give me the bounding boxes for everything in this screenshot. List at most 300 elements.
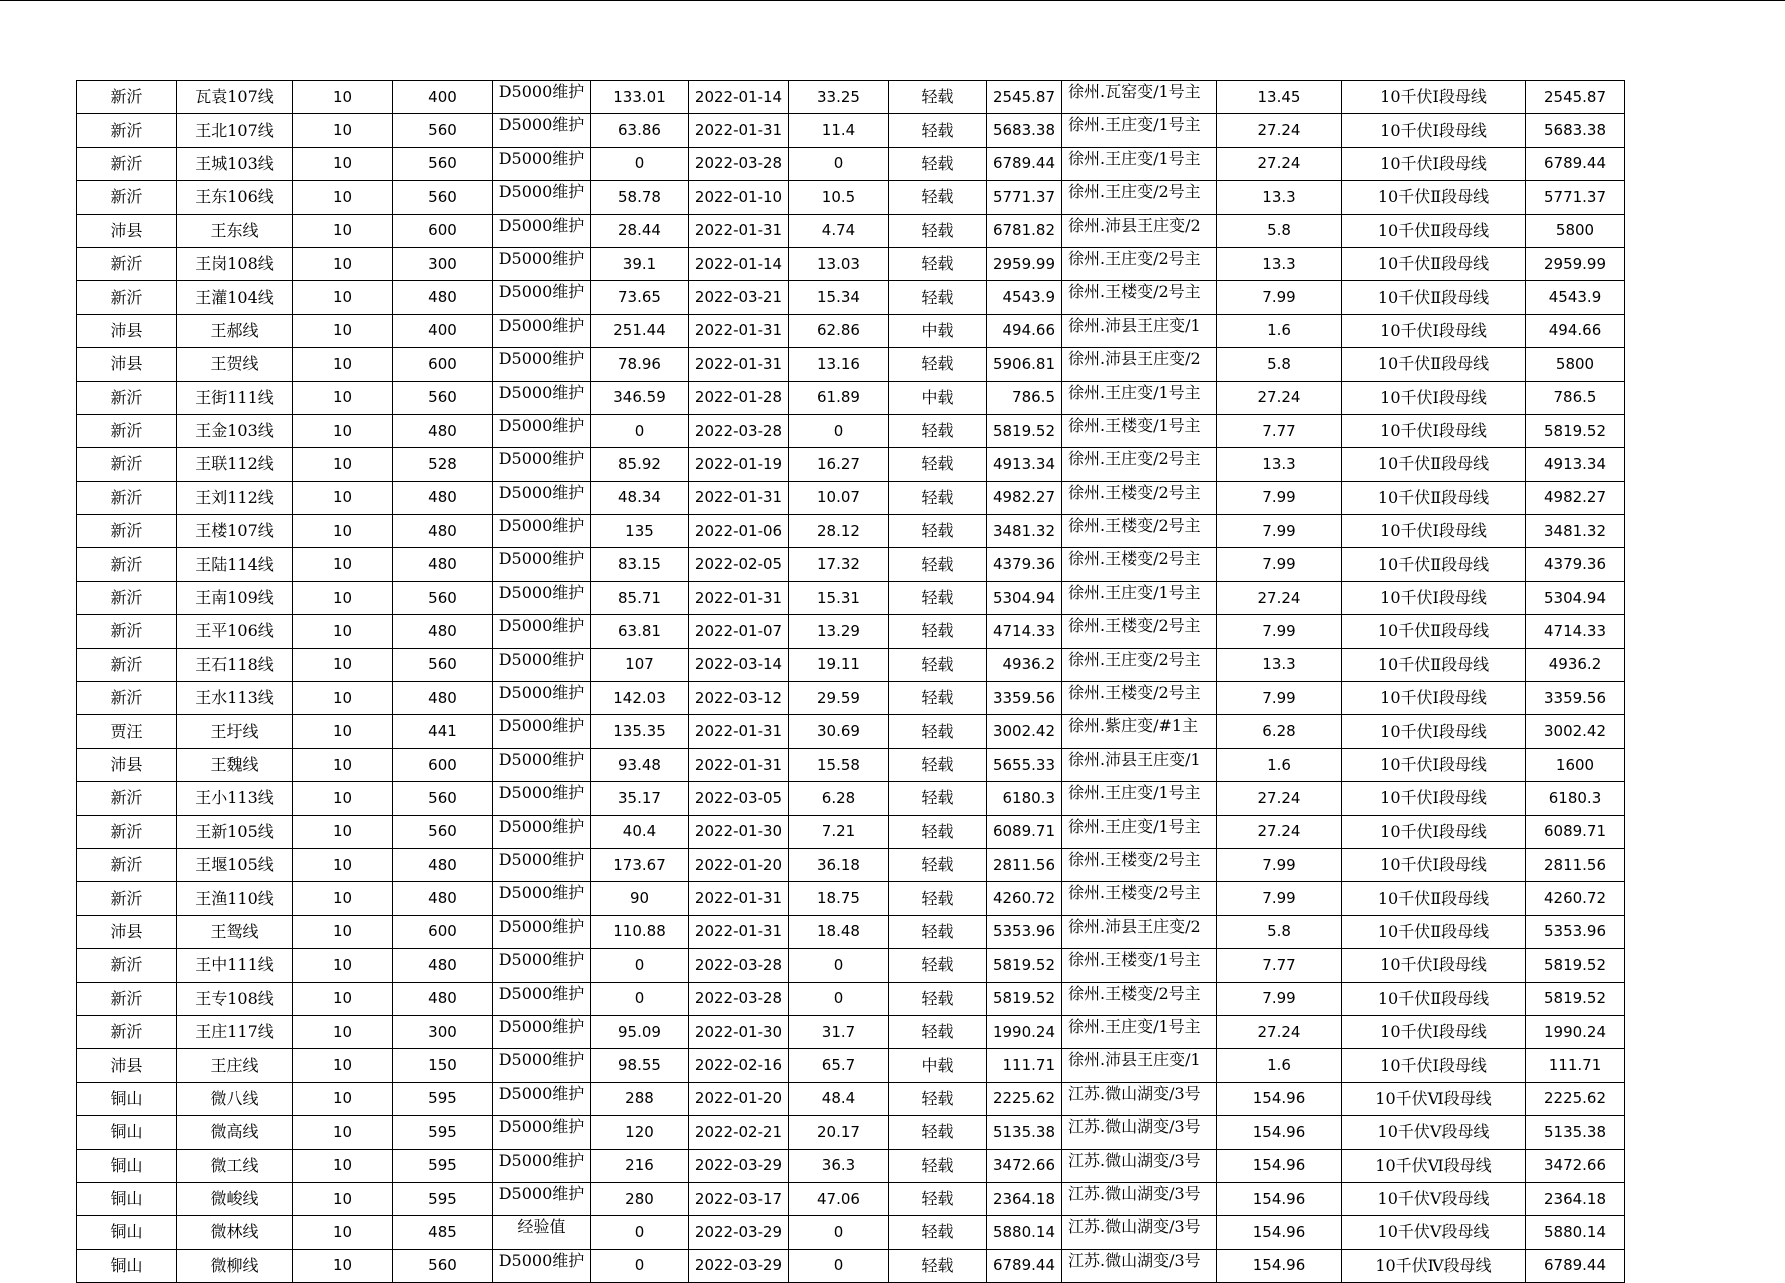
load-rate-cell: 11.4	[789, 114, 889, 147]
load-status-cell: 轻载	[889, 548, 987, 581]
capacity-cell: 5683.38	[1526, 114, 1625, 147]
load-rate-cell: 0	[789, 147, 889, 180]
table-row	[77, 682, 1625, 715]
available-capacity-cell: 3002.42	[987, 715, 1062, 748]
transformer-value-cell: 27.24	[1217, 147, 1342, 180]
voltage-cell: 10	[293, 682, 393, 715]
load-rate-cell: 6.28	[789, 782, 889, 815]
source-method-cell: D5000维护	[493, 548, 591, 581]
capacity-cell: 4260.72	[1526, 882, 1625, 915]
transformer-cell: 徐州.王楼变/2号主	[1062, 515, 1217, 548]
max-current-cell: 63.86	[591, 114, 689, 147]
load-status-cell: 中载	[889, 314, 987, 347]
capacity-cell: 5353.96	[1526, 915, 1625, 948]
rated-current-cell: 480	[393, 982, 493, 1015]
load-rate-cell: 0	[789, 1249, 889, 1282]
busbar-cell: 10千伏Ⅰ段母线	[1342, 848, 1526, 881]
busbar-cell: 10千伏Ⅱ段母线	[1342, 982, 1526, 1015]
line-name-cell: 微八线	[177, 1082, 293, 1115]
transformer-cell: 徐州.王庄变/1号主	[1062, 815, 1217, 848]
max-current-cell: 85.92	[591, 448, 689, 481]
table-row	[77, 515, 1625, 548]
transformer-value-cell: 154.96	[1217, 1116, 1342, 1149]
transformer-value-cell: 7.99	[1217, 682, 1342, 715]
busbar-cell: 10千伏Ⅰ段母线	[1342, 949, 1526, 982]
load-rate-cell: 30.69	[789, 715, 889, 748]
source-method-cell: D5000维护	[493, 715, 591, 748]
busbar-cell: 10千伏Ⅱ段母线	[1342, 281, 1526, 314]
region-cell: 新沂	[77, 381, 177, 414]
capacity-cell: 5819.52	[1526, 949, 1625, 982]
date-cell: 2022-01-20	[689, 1082, 789, 1115]
source-method-cell: D5000维护	[493, 1182, 591, 1215]
table-row	[77, 1116, 1625, 1149]
date-cell: 2022-01-31	[689, 715, 789, 748]
region-cell: 新沂	[77, 815, 177, 848]
load-status-cell: 轻载	[889, 515, 987, 548]
busbar-cell: 10千伏Ⅰ段母线	[1342, 748, 1526, 781]
source-method-cell: D5000维护	[493, 648, 591, 681]
table-row	[77, 481, 1625, 514]
max-current-cell: 107	[591, 648, 689, 681]
busbar-cell: 10千伏Ⅱ段母线	[1342, 348, 1526, 381]
transformer-cell: 徐州.王庄变/2号主	[1062, 448, 1217, 481]
transformer-value-cell: 1.6	[1217, 314, 1342, 347]
available-capacity-cell: 2811.56	[987, 848, 1062, 881]
rated-current-cell: 480	[393, 515, 493, 548]
capacity-cell: 2225.62	[1526, 1082, 1625, 1115]
rated-current-cell: 300	[393, 247, 493, 280]
available-capacity-cell: 4379.36	[987, 548, 1062, 581]
voltage-cell: 10	[293, 648, 393, 681]
capacity-cell: 6180.3	[1526, 782, 1625, 815]
rated-current-cell: 595	[393, 1082, 493, 1115]
voltage-cell: 10	[293, 381, 393, 414]
line-name-cell: 王魏线	[177, 748, 293, 781]
table-row	[77, 1182, 1625, 1215]
transformer-value-cell: 27.24	[1217, 581, 1342, 614]
capacity-cell: 4379.36	[1526, 548, 1625, 581]
load-status-cell: 轻载	[889, 682, 987, 715]
source-method-cell: D5000维护	[493, 247, 591, 280]
region-cell: 新沂	[77, 247, 177, 280]
load-rate-cell: 13.03	[789, 247, 889, 280]
transformer-value-cell: 13.3	[1217, 448, 1342, 481]
load-status-cell: 轻载	[889, 1082, 987, 1115]
source-method-cell: D5000维护	[493, 314, 591, 347]
transformer-value-cell: 154.96	[1217, 1249, 1342, 1282]
voltage-cell: 10	[293, 715, 393, 748]
load-status-cell: 轻载	[889, 748, 987, 781]
load-rate-cell: 4.74	[789, 214, 889, 247]
table-row	[77, 414, 1625, 447]
rated-current-cell: 560	[393, 147, 493, 180]
table-row	[77, 748, 1625, 781]
busbar-cell: 10千伏Ⅵ段母线	[1342, 1082, 1526, 1115]
busbar-cell: 10千伏Ⅱ段母线	[1342, 882, 1526, 915]
line-name-cell: 王中111线	[177, 949, 293, 982]
load-status-cell: 轻载	[889, 481, 987, 514]
table-row	[77, 448, 1625, 481]
capacity-cell: 3472.66	[1526, 1149, 1625, 1182]
region-cell: 新沂	[77, 114, 177, 147]
available-capacity-cell: 5906.81	[987, 348, 1062, 381]
load-rate-cell: 0	[789, 1216, 889, 1249]
capacity-cell: 2364.18	[1526, 1182, 1625, 1215]
region-cell: 铜山	[77, 1116, 177, 1149]
transformer-value-cell: 5.8	[1217, 214, 1342, 247]
source-method-cell: D5000维护	[493, 882, 591, 915]
rated-current-cell: 480	[393, 848, 493, 881]
date-cell: 2022-01-31	[689, 481, 789, 514]
load-rate-cell: 0	[789, 982, 889, 1015]
available-capacity-cell: 3472.66	[987, 1149, 1062, 1182]
line-name-cell: 王东线	[177, 214, 293, 247]
transformer-value-cell: 7.99	[1217, 481, 1342, 514]
date-cell: 2022-01-31	[689, 581, 789, 614]
line-name-cell: 王堰105线	[177, 848, 293, 881]
source-method-cell: D5000维护	[493, 982, 591, 1015]
date-cell: 2022-01-14	[689, 81, 789, 114]
capacity-cell: 5800	[1526, 214, 1625, 247]
transformer-value-cell: 27.24	[1217, 381, 1342, 414]
voltage-cell: 10	[293, 1149, 393, 1182]
table-row	[77, 214, 1625, 247]
load-rate-cell: 10.07	[789, 481, 889, 514]
transformer-value-cell: 13.3	[1217, 648, 1342, 681]
available-capacity-cell: 6781.82	[987, 214, 1062, 247]
voltage-cell: 10	[293, 348, 393, 381]
load-rate-cell: 28.12	[789, 515, 889, 548]
line-name-cell: 瓦袁107线	[177, 81, 293, 114]
transformer-value-cell: 1.6	[1217, 748, 1342, 781]
line-name-cell: 微柳线	[177, 1249, 293, 1282]
region-cell: 新沂	[77, 848, 177, 881]
source-method-cell: D5000维护	[493, 1015, 591, 1048]
load-rate-cell: 65.7	[789, 1049, 889, 1082]
load-status-cell: 轻载	[889, 1015, 987, 1048]
transformer-value-cell: 27.24	[1217, 782, 1342, 815]
date-cell: 2022-01-20	[689, 848, 789, 881]
source-method-cell: D5000维护	[493, 782, 591, 815]
busbar-cell: 10千伏Ⅰ段母线	[1342, 1015, 1526, 1048]
region-cell: 新沂	[77, 982, 177, 1015]
date-cell: 2022-03-28	[689, 949, 789, 982]
load-rate-cell: 0	[789, 414, 889, 447]
line-name-cell: 王刘112线	[177, 481, 293, 514]
transformer-cell: 徐州.瓦窑变/1号主	[1062, 81, 1217, 114]
available-capacity-cell: 5683.38	[987, 114, 1062, 147]
capacity-cell: 786.5	[1526, 381, 1625, 414]
available-capacity-cell: 5135.38	[987, 1116, 1062, 1149]
region-cell: 新沂	[77, 581, 177, 614]
busbar-cell: 10千伏Ⅰ段母线	[1342, 682, 1526, 715]
line-name-cell: 王陆114线	[177, 548, 293, 581]
max-current-cell: 142.03	[591, 682, 689, 715]
transformer-cell: 徐州.王庄变/1号主	[1062, 381, 1217, 414]
load-rate-cell: 31.7	[789, 1015, 889, 1048]
load-rate-cell: 7.21	[789, 815, 889, 848]
max-current-cell: 0	[591, 147, 689, 180]
source-method-cell: D5000维护	[493, 414, 591, 447]
busbar-cell: 10千伏Ⅱ段母线	[1342, 247, 1526, 280]
load-status-cell: 轻载	[889, 949, 987, 982]
load-status-cell: 轻载	[889, 448, 987, 481]
available-capacity-cell: 6789.44	[987, 1249, 1062, 1282]
load-rate-cell: 0	[789, 949, 889, 982]
max-current-cell: 40.4	[591, 815, 689, 848]
voltage-cell: 10	[293, 181, 393, 214]
transformer-cell: 徐州.紫庄变/#1主	[1062, 715, 1217, 748]
transformer-value-cell: 27.24	[1217, 114, 1342, 147]
busbar-cell: 10千伏Ⅰ段母线	[1342, 515, 1526, 548]
max-current-cell: 28.44	[591, 214, 689, 247]
rated-current-cell: 480	[393, 682, 493, 715]
busbar-cell: 10千伏Ⅰ段母线	[1342, 381, 1526, 414]
capacity-cell: 4543.9	[1526, 281, 1625, 314]
available-capacity-cell: 3359.56	[987, 682, 1062, 715]
max-current-cell: 90	[591, 882, 689, 915]
load-status-cell: 轻载	[889, 247, 987, 280]
source-method-cell: D5000维护	[493, 448, 591, 481]
rated-current-cell: 560	[393, 581, 493, 614]
region-cell: 新沂	[77, 281, 177, 314]
rated-current-cell: 560	[393, 114, 493, 147]
rated-current-cell: 595	[393, 1149, 493, 1182]
transformer-value-cell: 1.6	[1217, 1049, 1342, 1082]
max-current-cell: 0	[591, 414, 689, 447]
line-name-cell: 微高线	[177, 1116, 293, 1149]
region-cell: 新沂	[77, 615, 177, 648]
busbar-cell: 10千伏Ⅰ段母线	[1342, 815, 1526, 848]
load-status-cell: 轻载	[889, 982, 987, 1015]
transformer-cell: 江苏.微山湖变/3号	[1062, 1082, 1217, 1115]
available-capacity-cell: 5819.52	[987, 949, 1062, 982]
table-body	[77, 81, 1625, 1283]
transformer-cell: 徐州.王庄变/1号主	[1062, 581, 1217, 614]
load-status-cell: 中载	[889, 1049, 987, 1082]
table-row	[77, 615, 1625, 648]
max-current-cell: 58.78	[591, 181, 689, 214]
table-row	[77, 882, 1625, 915]
busbar-cell: 10千伏Ⅱ段母线	[1342, 615, 1526, 648]
max-current-cell: 216	[591, 1149, 689, 1182]
transformer-cell: 徐州.王楼变/2号主	[1062, 481, 1217, 514]
voltage-cell: 10	[293, 1049, 393, 1082]
load-rate-cell: 48.4	[789, 1082, 889, 1115]
region-cell: 新沂	[77, 147, 177, 180]
date-cell: 2022-03-29	[689, 1216, 789, 1249]
transformer-cell: 徐州.王楼变/2号主	[1062, 848, 1217, 881]
transformer-cell: 徐州.沛县王庄变/2	[1062, 915, 1217, 948]
line-name-cell: 王圩线	[177, 715, 293, 748]
line-name-cell: 王城103线	[177, 147, 293, 180]
voltage-cell: 10	[293, 81, 393, 114]
load-rate-cell: 15.34	[789, 281, 889, 314]
rated-current-cell: 595	[393, 1116, 493, 1149]
region-cell: 铜山	[77, 1082, 177, 1115]
region-cell: 沛县	[77, 348, 177, 381]
load-rate-cell: 10.5	[789, 181, 889, 214]
transformer-value-cell: 13.3	[1217, 181, 1342, 214]
busbar-cell: 10千伏Ⅰ段母线	[1342, 81, 1526, 114]
voltage-cell: 10	[293, 982, 393, 1015]
max-current-cell: 78.96	[591, 348, 689, 381]
load-status-cell: 轻载	[889, 648, 987, 681]
busbar-cell: 10千伏Ⅴ段母线	[1342, 1216, 1526, 1249]
rated-current-cell: 600	[393, 214, 493, 247]
available-capacity-cell: 2364.18	[987, 1182, 1062, 1215]
source-method-cell: D5000维护	[493, 815, 591, 848]
capacity-cell: 5800	[1526, 348, 1625, 381]
transformer-value-cell: 154.96	[1217, 1182, 1342, 1215]
line-name-cell: 王楼107线	[177, 515, 293, 548]
max-current-cell: 0	[591, 1249, 689, 1282]
capacity-cell: 2959.99	[1526, 247, 1625, 280]
transformer-cell: 徐州.沛县王庄变/2	[1062, 214, 1217, 247]
transformer-value-cell: 27.24	[1217, 1015, 1342, 1048]
rated-current-cell: 441	[393, 715, 493, 748]
table-row	[77, 247, 1625, 280]
available-capacity-cell: 786.5	[987, 381, 1062, 414]
capacity-cell: 5819.52	[1526, 982, 1625, 1015]
source-method-cell: D5000维护	[493, 1116, 591, 1149]
transformer-cell: 徐州.王庄变/1号主	[1062, 114, 1217, 147]
table-row	[77, 782, 1625, 815]
table-row	[77, 1049, 1625, 1082]
table-row	[77, 314, 1625, 347]
region-cell: 沛县	[77, 314, 177, 347]
transformer-value-cell: 7.99	[1217, 615, 1342, 648]
capacity-cell: 494.66	[1526, 314, 1625, 347]
transformer-cell: 徐州.王楼变/2号主	[1062, 281, 1217, 314]
max-current-cell: 35.17	[591, 782, 689, 815]
line-name-cell: 王南109线	[177, 581, 293, 614]
date-cell: 2022-03-12	[689, 682, 789, 715]
source-method-cell: D5000维护	[493, 1249, 591, 1282]
capacity-cell: 5135.38	[1526, 1116, 1625, 1149]
source-method-cell: D5000维护	[493, 1082, 591, 1115]
line-name-cell: 王新105线	[177, 815, 293, 848]
table-row	[77, 81, 1625, 114]
region-cell: 新沂	[77, 682, 177, 715]
page-top-rule	[0, 0, 1785, 1]
max-current-cell: 63.81	[591, 615, 689, 648]
line-name-cell: 王金103线	[177, 414, 293, 447]
source-method-cell: D5000维护	[493, 949, 591, 982]
date-cell: 2022-01-31	[689, 114, 789, 147]
region-cell: 铜山	[77, 1249, 177, 1282]
region-cell: 新沂	[77, 548, 177, 581]
max-current-cell: 0	[591, 982, 689, 1015]
load-rate-cell: 18.75	[789, 882, 889, 915]
busbar-cell: 10千伏Ⅱ段母线	[1342, 648, 1526, 681]
load-status-cell: 轻载	[889, 815, 987, 848]
table-row	[77, 548, 1625, 581]
date-cell: 2022-01-31	[689, 314, 789, 347]
load-rate-cell: 15.58	[789, 748, 889, 781]
load-status-cell: 轻载	[889, 414, 987, 447]
load-status-cell: 轻载	[889, 581, 987, 614]
date-cell: 2022-03-29	[689, 1249, 789, 1282]
capacity-cell: 4714.33	[1526, 615, 1625, 648]
transformer-value-cell: 7.99	[1217, 882, 1342, 915]
table-row	[77, 581, 1625, 614]
region-cell: 新沂	[77, 448, 177, 481]
voltage-cell: 10	[293, 314, 393, 347]
load-status-cell: 轻载	[889, 81, 987, 114]
transformer-cell: 徐州.王庄变/1号主	[1062, 782, 1217, 815]
region-cell: 铜山	[77, 1182, 177, 1215]
rated-current-cell: 400	[393, 81, 493, 114]
region-cell: 沛县	[77, 748, 177, 781]
capacity-cell: 4936.2	[1526, 648, 1625, 681]
table-row	[77, 381, 1625, 414]
table-row	[77, 848, 1625, 881]
voltage-cell: 10	[293, 114, 393, 147]
load-rate-cell: 36.18	[789, 848, 889, 881]
available-capacity-cell: 111.71	[987, 1049, 1062, 1082]
max-current-cell: 95.09	[591, 1015, 689, 1048]
voltage-cell: 10	[293, 782, 393, 815]
max-current-cell: 173.67	[591, 848, 689, 881]
line-name-cell: 王北107线	[177, 114, 293, 147]
rated-current-cell: 485	[393, 1216, 493, 1249]
transformer-value-cell: 7.99	[1217, 548, 1342, 581]
voltage-cell: 10	[293, 214, 393, 247]
date-cell: 2022-01-07	[689, 615, 789, 648]
source-method-cell: D5000维护	[493, 748, 591, 781]
capacity-cell: 6789.44	[1526, 1249, 1625, 1282]
rated-current-cell: 600	[393, 915, 493, 948]
load-status-cell: 轻载	[889, 181, 987, 214]
source-method-cell: D5000维护	[493, 515, 591, 548]
busbar-cell: 10千伏Ⅳ段母线	[1342, 1249, 1526, 1282]
load-status-cell: 轻载	[889, 348, 987, 381]
date-cell: 2022-03-29	[689, 1149, 789, 1182]
available-capacity-cell: 4982.27	[987, 481, 1062, 514]
table-row	[77, 1082, 1625, 1115]
table-row	[77, 348, 1625, 381]
table-row	[77, 815, 1625, 848]
table-row	[77, 114, 1625, 147]
rated-current-cell: 480	[393, 414, 493, 447]
date-cell: 2022-01-19	[689, 448, 789, 481]
max-current-cell: 93.48	[591, 748, 689, 781]
region-cell: 沛县	[77, 1049, 177, 1082]
transformer-cell: 江苏.微山湖变/3号	[1062, 1182, 1217, 1215]
busbar-cell: 10千伏Ⅰ段母线	[1342, 147, 1526, 180]
capacity-cell: 5771.37	[1526, 181, 1625, 214]
capacity-cell: 4982.27	[1526, 481, 1625, 514]
rated-current-cell: 480	[393, 882, 493, 915]
transformer-value-cell: 6.28	[1217, 715, 1342, 748]
source-method-cell: D5000维护	[493, 147, 591, 180]
date-cell: 2022-03-28	[689, 982, 789, 1015]
region-cell: 新沂	[77, 515, 177, 548]
available-capacity-cell: 6789.44	[987, 147, 1062, 180]
max-current-cell: 39.1	[591, 247, 689, 280]
line-name-cell: 王郝线	[177, 314, 293, 347]
busbar-cell: 10千伏Ⅰ段母线	[1342, 114, 1526, 147]
capacity-cell: 3481.32	[1526, 515, 1625, 548]
load-rate-cell: 33.25	[789, 81, 889, 114]
rated-current-cell: 480	[393, 481, 493, 514]
transformer-value-cell: 27.24	[1217, 815, 1342, 848]
source-method-cell: D5000维护	[493, 348, 591, 381]
date-cell: 2022-01-31	[689, 348, 789, 381]
capacity-cell: 5819.52	[1526, 414, 1625, 447]
